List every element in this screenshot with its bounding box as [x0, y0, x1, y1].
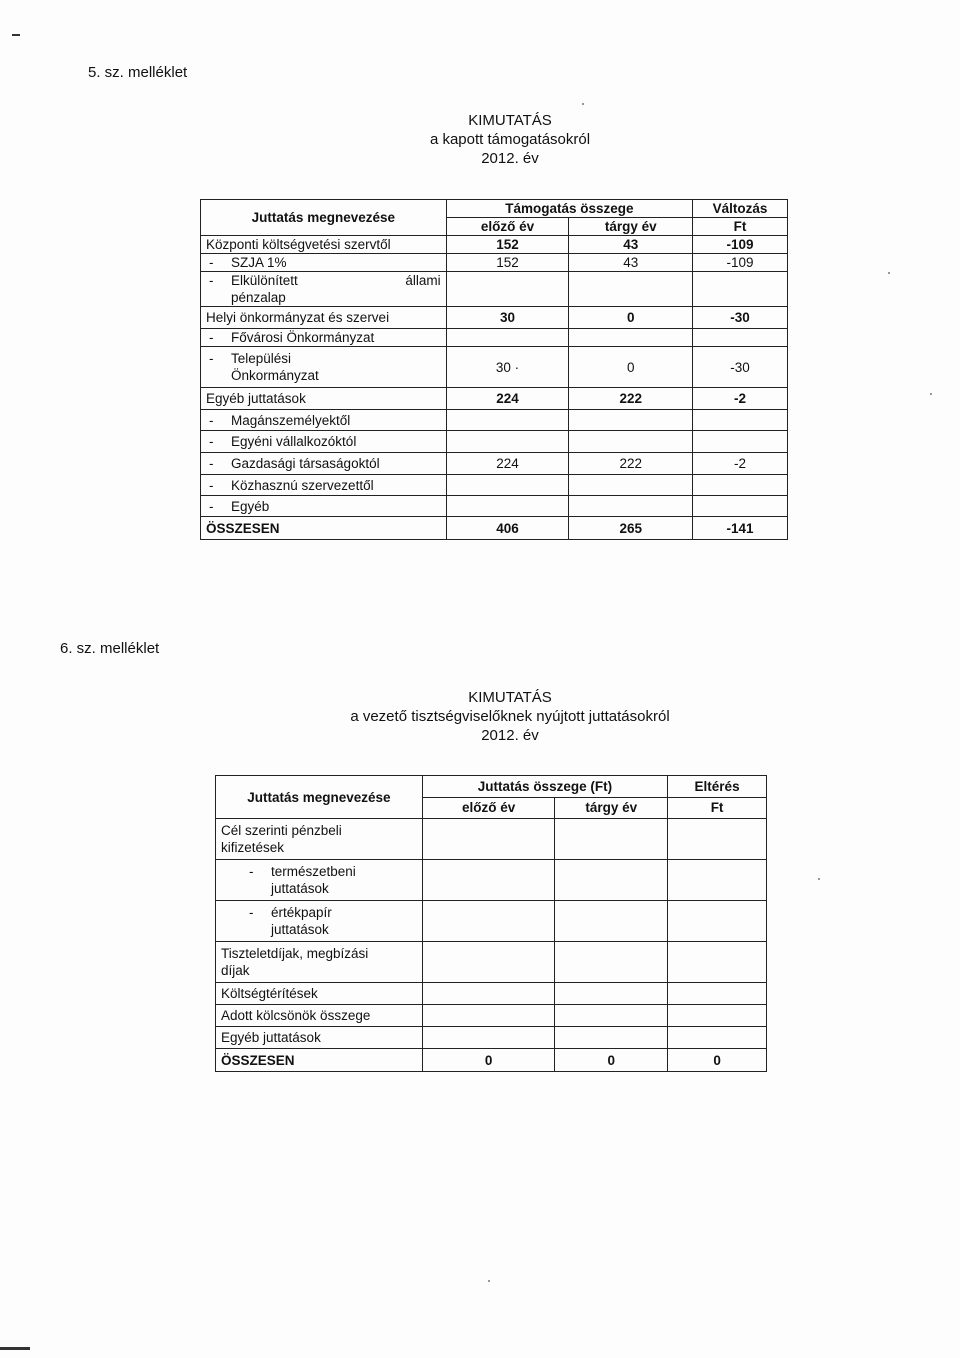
grants-table: [200, 199, 788, 540]
row-name-part: pénzalap: [231, 290, 286, 305]
row-change: -2: [693, 453, 788, 475]
row-name: Központi költségvetési szervtől: [201, 236, 447, 254]
row-change: [668, 1005, 767, 1027]
table-row: [216, 1027, 767, 1049]
row-change: [693, 475, 788, 496]
row-name-part: kifizetések: [221, 840, 285, 855]
row-prev: [446, 410, 569, 431]
report-title: KIMUTATÁS: [468, 112, 552, 129]
row-name: Közhasznú szervezettől: [231, 477, 374, 493]
row-curr: [555, 942, 668, 983]
row-curr: 0: [569, 347, 693, 388]
row-curr: [555, 983, 668, 1005]
row-name-part: természetbeni: [271, 864, 356, 879]
row-change: [693, 410, 788, 431]
row-prev: [422, 860, 555, 901]
report-subtitle: a vezető tisztségviselőknek nyújtott juttatásokról: [350, 708, 670, 725]
row-change: [693, 329, 788, 347]
row-prev: 0: [422, 1049, 555, 1072]
row-change: [693, 272, 788, 307]
row-change: [668, 860, 767, 901]
table-total-row: [201, 517, 788, 540]
row-prev: 224: [446, 453, 569, 475]
row-change: -30: [693, 347, 788, 388]
col-header-name: Juttatás megnevezése: [201, 200, 447, 236]
row-curr: 265: [569, 517, 693, 540]
table-row: [201, 453, 788, 475]
dash-marker: -: [209, 412, 214, 428]
table-total-row: [216, 1049, 767, 1072]
row-prev: [446, 329, 569, 347]
table-row: [216, 1005, 767, 1027]
row-curr: [555, 901, 668, 942]
row-name: Magánszemélyektől: [231, 412, 351, 428]
row-name-cell: [201, 453, 447, 475]
row-change: -30: [693, 307, 788, 329]
row-prev: [446, 272, 569, 307]
row-name: SZJA 1%: [231, 255, 287, 270]
col-header-name: Juttatás megnevezése: [216, 776, 423, 819]
row-name-cell: [201, 475, 447, 496]
row-curr: 43: [569, 254, 693, 272]
scan-speck: [582, 103, 584, 105]
scan-speck: [888, 272, 890, 274]
col-header-prev: előző év: [446, 218, 569, 236]
dash-marker: -: [209, 434, 214, 449]
row-name-part: Elkülönített: [231, 273, 298, 288]
row-change: [668, 983, 767, 1005]
row-name-cell: [201, 254, 447, 272]
row-curr: 222: [569, 453, 693, 475]
report-heading: [300, 688, 720, 745]
dash-marker: -: [209, 273, 214, 288]
row-prev: [422, 942, 555, 983]
report-year: 2012. év: [481, 150, 539, 167]
benefits-table: [215, 775, 767, 1072]
scan-mark-top: [12, 34, 20, 36]
dash-marker: -: [249, 905, 254, 920]
row-name-part: díjak: [221, 963, 250, 978]
row-prev: [446, 431, 569, 453]
row-change: -2: [693, 388, 788, 410]
row-prev: 224: [446, 388, 569, 410]
row-name-cell: [201, 347, 447, 388]
row-name-cell: [201, 410, 447, 431]
scan-speck: [488, 1280, 490, 1282]
row-name-part: Települési: [231, 351, 292, 366]
row-name-cell: [201, 431, 447, 453]
row-name-part: Önkormányzat: [231, 368, 319, 383]
row-change: -109: [693, 236, 788, 254]
row-name: ÖSSZESEN: [216, 1049, 423, 1072]
row-name-cell: [216, 860, 423, 901]
scan-speck: [818, 878, 820, 880]
row-name-line: [249, 863, 417, 880]
row-name: Költségtérítések: [216, 983, 423, 1005]
row-name-line: [209, 272, 441, 289]
row-name-line: [249, 904, 417, 921]
dash-marker: -: [209, 351, 214, 366]
row-curr: [569, 410, 693, 431]
dash-marker: -: [209, 498, 214, 514]
row-name: Egyéb juttatások: [216, 1027, 423, 1049]
row-name-part: állami: [405, 273, 441, 288]
annex-label: 5. sz. melléklet: [88, 64, 188, 81]
row-change: [668, 819, 767, 860]
dash-marker: -: [209, 255, 214, 270]
row-prev: 152: [446, 236, 569, 254]
row-change: -141: [693, 517, 788, 540]
table-row: [201, 431, 788, 453]
row-prev: [422, 819, 555, 860]
row-change: [693, 431, 788, 453]
table-row: [201, 254, 788, 272]
col-header-curr: tárgy év: [555, 797, 668, 819]
table-row: [201, 329, 788, 347]
report-heading: [400, 111, 620, 168]
row-prev: 406: [446, 517, 569, 540]
row-name: Egyéb: [231, 498, 270, 514]
row-change: [693, 496, 788, 517]
row-prev: [422, 1027, 555, 1049]
row-curr: 0: [569, 307, 693, 329]
table-row: [201, 272, 788, 307]
dash-marker: -: [209, 456, 214, 471]
row-curr: 222: [569, 388, 693, 410]
dash-marker: -: [249, 864, 254, 879]
row-curr: [555, 1005, 668, 1027]
row-name-part: értékpapír: [271, 905, 332, 920]
row-curr: [569, 496, 693, 517]
col-header-curr: tárgy év: [569, 218, 693, 236]
table-row: [201, 496, 788, 517]
row-prev: 152: [446, 254, 569, 272]
row-name-part: juttatások: [271, 881, 329, 896]
row-name: Egyéni vállalkozóktól: [231, 434, 357, 449]
row-change: -109: [693, 254, 788, 272]
row-prev: [446, 475, 569, 496]
table-row: [201, 475, 788, 496]
row-curr: [569, 431, 693, 453]
col-header-change: Változás: [693, 200, 788, 218]
row-change: 0: [668, 1049, 767, 1072]
row-name-line: [209, 350, 441, 367]
table-header-row: [216, 776, 767, 798]
row-change: [668, 1027, 767, 1049]
row-prev: [422, 1005, 555, 1027]
col-header-group: Támogatás összege: [446, 200, 692, 218]
table-row: [201, 236, 788, 254]
table-row: [201, 388, 788, 410]
row-curr: [555, 1027, 668, 1049]
row-change: [668, 901, 767, 942]
table-row: [216, 901, 767, 942]
table-row: [201, 410, 788, 431]
row-curr: [569, 475, 693, 496]
annex-label: 6. sz. melléklet: [60, 640, 160, 657]
row-curr: 0: [555, 1049, 668, 1072]
table-row: [216, 942, 767, 983]
row-name-cell: [216, 942, 423, 983]
report-year: 2012. év: [481, 727, 539, 744]
table-row: [201, 307, 788, 329]
row-prev: [446, 496, 569, 517]
dash-marker: -: [209, 477, 214, 493]
row-name-part: Tiszteletdíjak, megbízási: [221, 946, 369, 961]
table-row: [201, 347, 788, 388]
row-prev: 30 ·: [446, 347, 569, 388]
row-name-part: Cél szerinti pénzbeli: [221, 823, 342, 838]
row-curr: [569, 329, 693, 347]
row-prev: [422, 901, 555, 942]
scan-mark-bottom: [0, 1347, 30, 1350]
row-name: Adott kölcsönök összege: [216, 1005, 423, 1027]
row-change: [668, 942, 767, 983]
row-name: Helyi önkormányzat és szervei: [201, 307, 447, 329]
row-name-part: juttatások: [271, 922, 329, 937]
row-name-cell: [201, 272, 447, 307]
row-prev: [422, 983, 555, 1005]
row-name-cell: [201, 496, 447, 517]
report-subtitle: a kapott támogatásokról: [429, 131, 591, 148]
row-name-cell: [216, 901, 423, 942]
col-header-group: Juttatás összege (Ft): [422, 776, 667, 798]
row-prev: 30: [446, 307, 569, 329]
report-title: KIMUTATÁS: [468, 689, 552, 706]
scan-speck: [930, 393, 932, 395]
table-row: [216, 860, 767, 901]
row-curr: [555, 860, 668, 901]
dash-marker: -: [209, 330, 214, 345]
row-curr: [555, 819, 668, 860]
row-name: Gazdasági társaságoktól: [231, 456, 380, 471]
col-header-prev: előző év: [422, 797, 555, 819]
row-name: Egyéb juttatások: [201, 388, 447, 410]
row-name: Fővárosi Önkormányzat: [231, 330, 375, 345]
row-name-cell: [216, 819, 423, 860]
row-name-cell: [201, 329, 447, 347]
table-row: [216, 983, 767, 1005]
row-curr: 43: [569, 236, 693, 254]
table-header-row: [201, 200, 788, 218]
col-header-change: Eltérés: [668, 776, 767, 798]
row-name: ÖSSZESEN: [201, 517, 447, 540]
row-curr: [569, 272, 693, 307]
table-row: [216, 819, 767, 860]
col-header-unit: Ft: [693, 218, 788, 236]
col-header-unit: Ft: [668, 797, 767, 819]
